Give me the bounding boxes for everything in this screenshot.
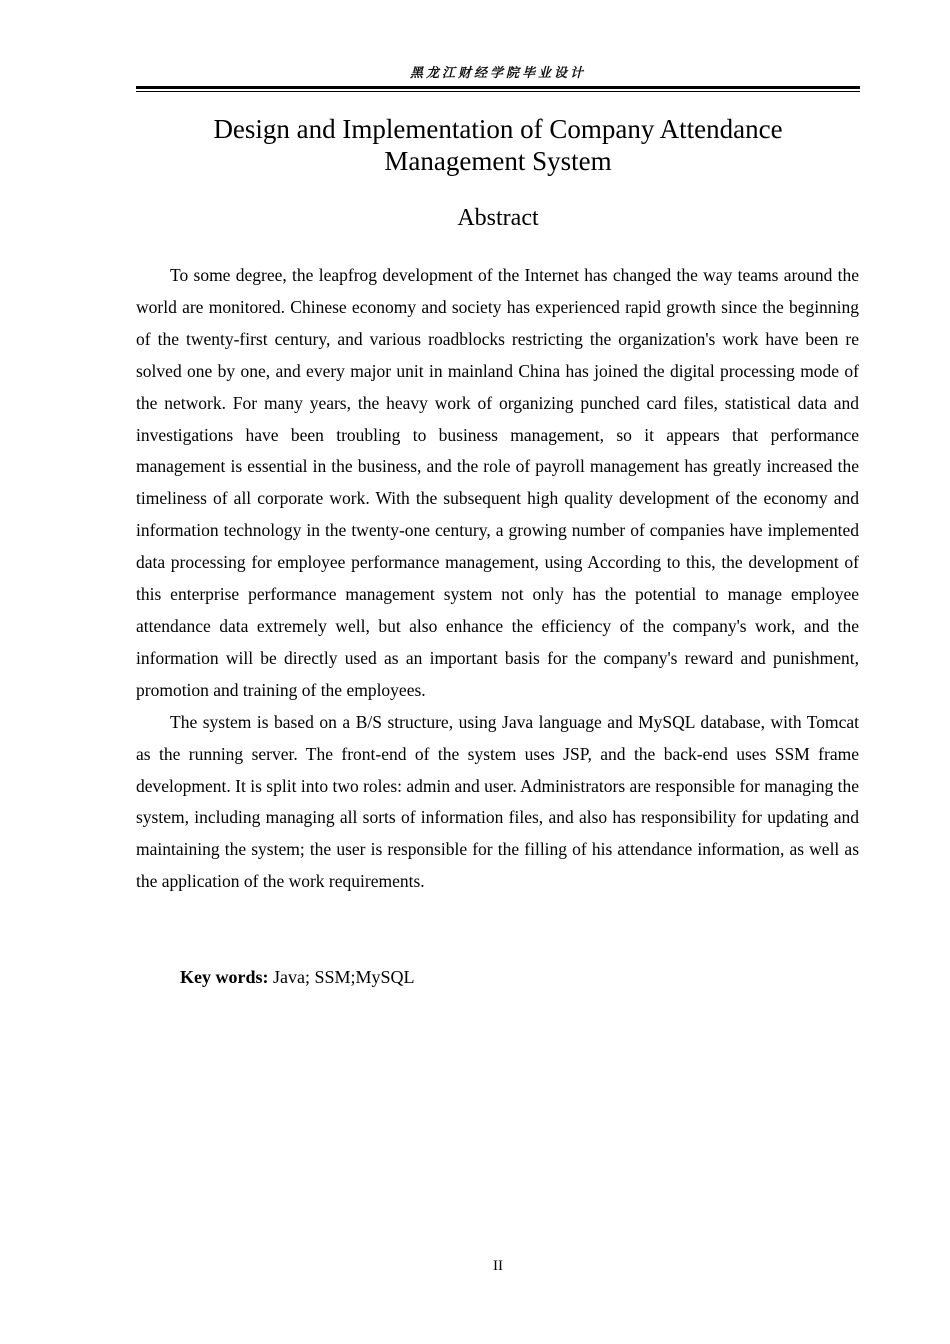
abstract-body xyxy=(136,260,859,898)
document-title xyxy=(136,113,860,177)
page-number: II xyxy=(493,1258,503,1274)
abstract-heading: Abstract xyxy=(457,205,539,231)
keywords-line xyxy=(180,962,415,992)
title-line-2: Management System xyxy=(384,146,612,176)
header-rule-thin xyxy=(136,91,860,92)
keywords-label: Key words: xyxy=(180,967,269,987)
keywords-value: Java; SSM;MySQL xyxy=(268,967,415,987)
abstract-paragraph-1: To some degree, the leapfrog development of the Internet has changed the way teams around the world are monitored. Chinese economy and society has experienced rapid growth since the beginning of the twenty-first century, and various roadblocks restricting the organization's work have been re solved one by one, and every major unit in mainland China has joined the digital processing mode of the network. For many years, the heavy work of organizing punched card files, statistical data and investigations have been troubling to business management, so it appears that performance management is essential in the business, and the role of payroll management has greatly increased the timeliness of all corporate work. With the subsequent high quality development of the economy and information technology in the twenty-one century, a growing number of companies have implemented data processing for employee performance management, using According to this, the development of this enterprise performance management system not only has the potential to manage employee attendance data extremely well, but also enhance the efficiency of the company's work, and the information will be directly used as an important basis for the company's reward and punishment, promotion and training of the employees. xyxy=(136,265,859,700)
abstract-paragraph-2: The system is based on a B/S structure, using Java language and MySQL database, with Tomcat as the running server. The front-end of the system uses JSP, and the back-end uses SSM frame development. It is split into two roles: admin and user. Administrators are responsible for managing the system, including managing all sorts of information files, and also has responsibility for updating and maintaining the system; the user is responsible for the filling of his attendance information, as well as the application of the work requirements. xyxy=(136,711,859,892)
title-line-1: Design and Implementation of Company Attendance xyxy=(213,114,783,144)
header-rule-thick xyxy=(136,86,860,89)
running-header: 黑龙江财经学院毕业设计 xyxy=(409,66,586,81)
